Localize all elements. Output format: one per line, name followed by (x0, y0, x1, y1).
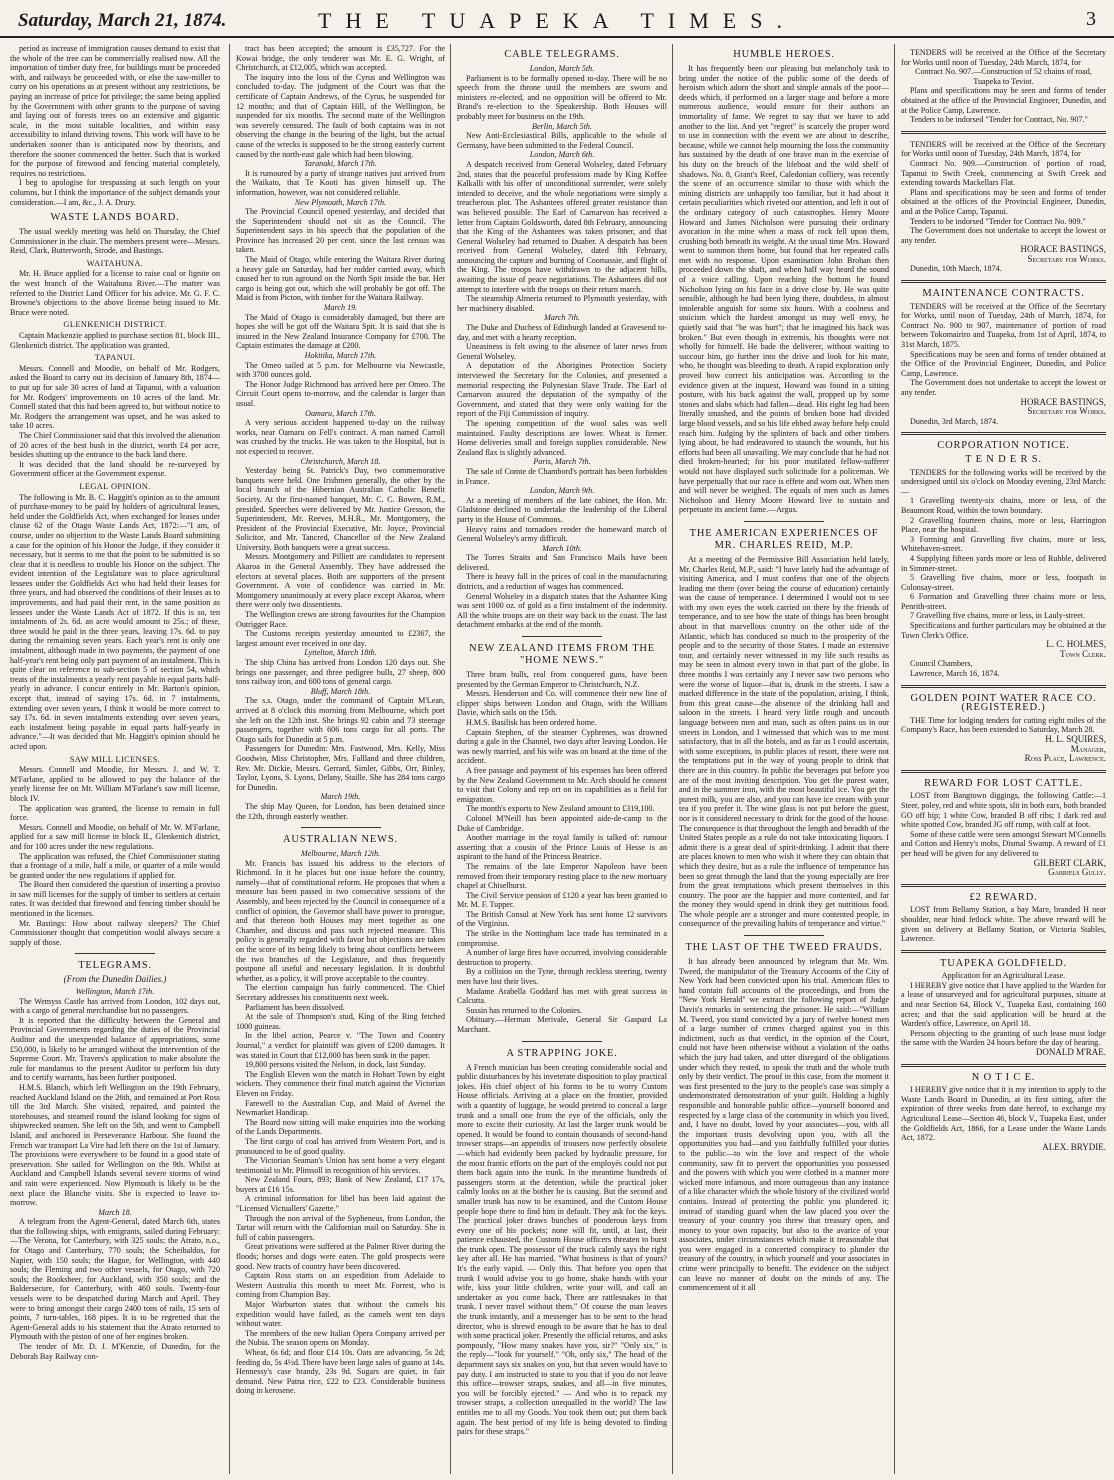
paragraph: The Wellington crews are strong favourites for the Champion Outrigger Race. (236, 610, 445, 629)
paragraph: Sussin has returned to the Colonies. (466, 1005, 582, 1015)
ad-heading: T E N D E R S. (965, 453, 1042, 465)
paragraph: The Board now sitting will make enquiries into the working of the Lands Departments. (236, 1117, 445, 1137)
ad-text: Specifications and further particulars may be obtained at the Town Clerk's Office. (901, 621, 1106, 640)
dateline: Taranaki, March 17th. (304, 159, 377, 169)
ad-text: TENDERS will be received at the Office of the Secretary for Works until noon of Tuesday, 24th March, 1874, for (901, 48, 1106, 67)
ad-text: TENDERS for the following works will be received by the undersigned until six o'clock on Monday evening, 23rd March:— (901, 467, 1106, 496)
ad-text: Plans and specifications may be seen and forms of tender obtained at the office of the Provincial Engineer, Dunedin, and at the Police Camp, Lawrence. (901, 86, 1106, 115)
ad-text: Contract No. 907.—Construction of 52 chains of road, Tuapeka to Teviot. (915, 67, 1092, 86)
dateline: March 10th. (542, 543, 582, 553)
paragraph: Messrs. Connell and Moodie, on behalf of Mr. W. M'Farlane, applied for a saw mill license in block II., Glenkenich district, and for 100 acres under the new regulations. (10, 822, 220, 851)
ad-signature: Secretary for Works. (1027, 406, 1106, 417)
divider (901, 770, 1106, 773)
paragraph: Passengers for Dunedin: Mrs. Fastwood, Mrs. Kelly, Miss Goodwin, Miss Christopher, Mrs. Fallland and three children, Rev. Mr. Dickie, Messrs. Gerrard, Simler, Gibbs, Orr, Binley, Taylor, Lyons, S. Lyons, Delany, Staille. She has 284 tons cargo for Dunedin. (236, 744, 445, 792)
dateline: Lyttelton, March 18th. (304, 648, 377, 658)
ad-text: Application for an Agricultural Lease. (941, 971, 1066, 981)
subheading-legal-opinion: LEGAL OPINION. (79, 481, 151, 491)
paragraph: The s.s. Otago, under the command of Captain M'Lean, arrived at 8 o'clock this morning from Melbourne, which port she left on the 12th inst. She brings 92 cabin and 73 steerage passengers, together with 606 tons cargo for all ports. The Otago sails for Dunedin at 5 p.m. (236, 696, 445, 744)
paragraph: New Zealand Fours, 893; Bank of New Zealand, £17 17s, buyers at £16 15s. (236, 1175, 445, 1194)
paragraph: The ship China has arrived from London 120 days out. She brings one passenger, and three pedigree bulls, 27 sheep, 800 tons railway iron, and 600 tons of general cargo. (236, 658, 445, 687)
paragraph: A very serious accident happened to-day on the railway works, near Oamaru on Fell's contract. A man named Carroll was crushed by the trucks. He was taken to the Hospital, but is not expected to recover. (236, 418, 445, 456)
heading-cable-telegrams: CABLE TELEGRAMS. (504, 49, 620, 60)
ad-signature: L. C. HOLMES, (1046, 639, 1106, 650)
divider (901, 432, 1106, 435)
paragraph: General Wolseley in a dispatch states that the Ashantee King was sent 1000 oz. of gold as a first instalment of the indemnity. All the white troops are on their way back to the coast. The last detachment embarks at the end of the month. (457, 591, 667, 630)
divider (744, 521, 824, 522)
ad-heading: £2 REWARD. (969, 891, 1038, 903)
dateline: Oamaru, March 17th. (305, 408, 376, 418)
paragraph: The first cargo of coal has arrived from Western Port, and is pronounced to be of good quality. (236, 1136, 445, 1156)
ad-signature: HORACE BASTINGS, (1020, 396, 1106, 407)
ad-heading: GOLDEN POINT WATER RACE CO. (REGISTERED.) (910, 692, 1097, 714)
paragraph: The Duke and Duchess of Edinburgh landed at Gravesend to-day, and met with a hearty reception. (457, 323, 667, 342)
newspaper-columns (0, 44, 1114, 1480)
paragraph: The tender of Mr. D. J. M'Kenzie, of Dunedin, for the Deborah Bay Railway con- (10, 1342, 220, 1361)
ad-signature: HORACE BASTINGS, (1020, 244, 1106, 255)
column-2 (229, 44, 445, 1474)
issue-date: Saturday, March 21, 1874. (18, 10, 227, 31)
paragraph: The Wemyss Castle has arrived from London, 102 days out, with a cargo of general merchandise but no passengers. (10, 996, 220, 1016)
paragraph: The following is Mr. B. C. Haggitt's opinion as to the amount of purchase-money to be paid by holders of agricultural leases, held under the Goldfields Act, when exchanged for leases under clause 62 of the Otago Waste Lands Act, 1872:—"I am, of course, under no objection to the Waste Lands Board submitting a case for the opinion of his Honor the Judge, if they consider it necessary, but it seems to me that the point to be submitted is so clear that it is needless to trouble his Honor on the subject. The evident intention of the Legislature was to place agricultural lessees under the Goldfields Act who had held their leases for three years, and had observed the conditions of their leases as to improvements, and had paid their rent, in the same position as lessees under the Waste Lands Act of 1872. If this is so, ten instalments of 2s. 6d. an acre would amount to 25s.; of these, three would be paid in the three years, leaving 17s. 6d. to pay during the remaining seven years. Each year's rent is only one instalment, although made in two payments, the payment of one half-year's rent being only part payment of an instalment. This is quite clear on reference to sub-section 5 of section 54, which treats of the instalments a yearly rent payable in equal parts half-yearly in advance. I concur entirely in Mr. Barton's opinion, except that, instead of saying 17s. 6d. in 7 instalments, extending over seven years, I think it would be more correct to say 17s. 6d. in seven instalments extending over seven years, each instalment being payable in equal parts half-yearly in advance."—It was decided that Mr. Haggitt's opinion should be acted upon. (10, 492, 220, 751)
paragraph: Three bram bulls, real from conquered guns, have been presented by the German Emperor to Christchurch, N.Z. (457, 670, 667, 689)
ad-text: The Government does not undertake to accept the lowest or any tender. (901, 378, 1106, 397)
subheading-tapanui: TAPANUI. (94, 353, 136, 363)
dateline: March 19. (323, 303, 358, 313)
divider (901, 950, 1106, 953)
dateline: London, March 6th. (529, 150, 595, 160)
subheading-waitahuna: WAITAHUNA. (86, 258, 144, 268)
heading-nz-items: NEW ZEALAND ITEMS FROM THE "HOME NEWS." (468, 643, 656, 667)
paragraph: A deputation of the Aborigines Protection Society interviewed the Secretary for the Colonies, and presented a memorial respecting the Polynesian Slave Trade. The Earl of Carnarvon assured the deputation of the sympathy of the Government, and stated that they were only waiting for the report of the Fiji Commission of inquiry. (457, 361, 667, 419)
paragraph: Parliament has been dissolved. (245, 1002, 345, 1012)
ad-text: Dunedin, 10th March, 1874. (910, 264, 1002, 274)
dateline: London, March 5th. (529, 64, 595, 73)
ad-text: Dunedin, 3rd March, 1874. (910, 416, 999, 426)
paragraph: The strike in the Nottingham lace trade has terminated in a compromise. (457, 929, 667, 948)
paragraph: Messrs. Montgomery and Pilliett are candidates to represent Akaroa in the General Assembly. They have addressed the electors at several places. Both are supporters of the present Government. A vote of confidence was carried in Mr. Montgomery unanimously at every place except Akaroa, where there were only two dissentients. (236, 552, 445, 610)
heading-waste-lands-board: WASTE LANDS BOARD. (50, 212, 180, 224)
paragraph: The usual weekly meeting was held on Thursday, the Chief Commissioner in the chair. The members present were—Messrs. Reid, Clark, Butterworth, Strode, and Bastings. (10, 227, 220, 256)
ad-heading: REWARD FOR LOST CATTLE. (924, 777, 1083, 789)
paragraph: Another marriage in the royal family is talked of: rumour asserting that a cousin of the Prince Louis of Hesse is an aspirant to the hand of the Princess Beatrice. (457, 833, 667, 862)
paragraph: The Omeo sailed at 5 p.m. for Melbourne via Newcastle, with 3700 ounces gold. (236, 360, 445, 380)
dateline: March 18. (98, 1207, 132, 1217)
divider (901, 1064, 1106, 1067)
ad-text: Council Chambers, (910, 659, 973, 669)
ad-text: Some of these cattle were seen amongst Stewart M'Connells and Cotton and Henry's mobs, Dismal Swamp. A reward of £1 per head will be given for any delivered to (901, 829, 1106, 858)
paragraph: The ship May Queen, for London, has been detained since the 12th, through easterly weather. (236, 801, 445, 821)
paragraph: A number of large fires have occurred, involving considerable destruction to property. (457, 948, 667, 967)
paragraph: Yesterday being St. Patrick's Day, two commemorative banquets were held. One Irishmen generally, the other by the local branch of the Hibernian Australian Catholic Benefit Society. At the first-named banquet, Mr. C. C. Bowen, R.M., presided. Speeches were delivered by Mr. Justice Gresson, the Superintendent, Mr. Reeves, M.H.R., Mr. Montgomery, the President of the Provincial Executive, Mr. Joyce, Provincial Solicitor, and Mr. Tancred, Chancellor of the New Zealand University. Both banquets were a great success. (236, 466, 445, 552)
dateline: Bluff, March 18th. (310, 686, 371, 696)
ad-text: Persons objecting to the granting of such lease must lodge the same with the Warden 24 hours before the day of hearing. (901, 1028, 1106, 1048)
paragraph: H.M.S. Blanch, which left Wellington on the 19th February, reached Auckland Island on the 26th, and remained at Port Ross till the 3rd March. She visited, repaired, and painted the storehouses, and steamed round the island looking for signs of shipwrecked seamen. She left on the 5th, and went to Campbell Island, and anchored in Perseverance Harbour. She found the French war transport La Vire had left there on the 1st of January. The provisions were everywhere to be found in a good state of preservation. She sailed for Wellington on the 9th. Whilst at Auckland and Campbell Islands several severe storms of wind and rain were experienced. Now Plymouth is likely to be the next place the Blanche visits. She is expected to leave to-morrow. (10, 1082, 220, 1208)
paragraph: The election campaign has fairly commenced. The Chief Secretary addresses his constituents next week. (236, 983, 445, 1002)
paragraph: Captain Stephen, of the steamer Cyphrenes, was drowned during a gale in the Channel, two days after leaving London. He was newly married, and his wife was on board at the time of the accident. (457, 727, 667, 766)
ad-heading: MAINTENANCE CONTRACTS. (922, 288, 1085, 300)
paragraph: Parliament is to be formally opened to-day. There will be no speech from the throne until the members are sworn and ministers re-elected, and no opposition will be offered to Mr. Brand's re-election to the Speakership. Both Houses will probably meet for business on the 19th. (457, 73, 667, 121)
paragraph: Mr. Bastings: How about railway sleepers? The Chief Commissioner thought that competition would always secure a supply of those. (10, 918, 220, 947)
paragraph: New Anti-Ecclesiastical Bills, applicable to the whole of Germany, have been submitted to the Federal Council. (457, 131, 667, 150)
dateline: New Plymouth, March 17th. (294, 197, 387, 207)
paragraph: The British Consul at New York has sent home 12 survivors of the Virginius. (457, 909, 667, 929)
paragraph: Major Warburton states that without the camels his expedition would have failed, as the camels went ten days without water. (236, 1300, 445, 1329)
paragraph: The opening competition of the wool sales was well maintained. Faulty descriptions are lower. Wheat is firmer. Home deliveries small and foreign supplies considerable. New Zealand flax is slightly advanced. (457, 418, 667, 457)
ad-signature: H. L. SQUIRES, (1045, 734, 1106, 744)
paragraph: Messrs. Connell and Moodie, on behalf of Mr. Rodgers, asked the Board to carry out its decision of January 8th, 1874—to put up for sale 30 acres of land at Tapanui, with a valuation for Mr. Rodgers' improvements on 10 acres of the land. Mr. Connell stated that this had been agreed to, but without notice to Mr. Rodgers the arrangement was upset, and he was asked to take 10 acres. (10, 363, 220, 431)
divider (301, 827, 381, 828)
paragraph: The application was granted, the license to remain in full force. (10, 803, 220, 823)
ad-signature: Town Clerk. (1060, 648, 1106, 659)
ad-signature: Secretary for Works. (1027, 253, 1106, 264)
page-number: 3 (1086, 8, 1096, 30)
ad-signature: Manager, (1070, 743, 1106, 754)
paragraph: Colonel M'Neill has been appointed aide-de-camp to the Duke of Cambridge. (457, 813, 667, 833)
ad-text: I HEREBY give notice that it is my intention to apply to the Waste Lands Board in Dunedin, at its first sitting, after the expiration of three weeks from date hereof, to exchange my Agricultural Lease—Section 46, block V., Tuapeka East, under the Goldfields Act, 1866, for a Lease under the Waste Lands Act, 1872. (901, 1085, 1106, 1143)
divider (901, 131, 1106, 134)
paragraph: The Provincial Council opened yesterday, and decided that the Superintendent should not sit as the Council. The Superintendent says in his speech that the population of the Province has increased 20 per cent. since the last census was taken. (236, 207, 445, 255)
paragraph: 19,800 persons visited the Nelson, in dock, last Sunday. (245, 1060, 426, 1070)
ad-text: Plans and specifications may be seen and forms of tender obtained at the offices of the Provincial Engineer, Dunedin, and at the Police Camp, Tapanui. (901, 187, 1106, 216)
paragraph: Captain Mackenzie applied to purchase section 81, block III., Glenkenich district. The application was granted. (10, 331, 220, 350)
ad-heading: TUAPEKA GOLDFIELD. (940, 957, 1067, 969)
paragraph: The Board then considered the question of inserting a proviso in saw mill licenses for the supply of timber to settlers at certain rates. It was decided that firewood and fencing timber should be mentioned in the licenses. (10, 880, 220, 919)
paragraph: At a meeting of the Permissive Bill Association held lately, Mr. Charles Reid, M.P., said: "I have lately had the advantage of visiting America, and I must confess that one of the objects leading me there (over being the course of education) certainly was the cause of temperance. I determined I would not to see with my own eyes the work carried on there by the friends of temperance, and to see how the state of things has been brought about in that marvellous country on the other side of the Atlantic, which has conduced so much to the prosperity of the people and to the security of those States. I made an extensive tour, and certainly never witnessed in my life such results as may be seen in almost every town in that part of the globe. In three months I was certainly any I never saw two persons who were the worse of liquor—that is, drunk in the streets. I saw a marked difference in the state of the population, arising, I think, from this great cause—the absence of the drinking hall and saloon in the streets. I heard very little rough and uncouth language between men and man, such as often pains us in our streets in London, and I witnessed that which was to me most satisfactory, that in all the hotels, and as far as I could ascertain, with some exceptions, in public places of resort, there were not the temptations put in the way of young people to drink that there are in this country. In public the beverages put before you are of the most inviting description. You get the purest water, and in the summer iron, with the most beautiful ice. You get the purest milk, you are also, and you can have ice cream with your tea if you prefer it. The wine glass is not put before the guest, nor is it considered necessary to drink for the good of the house. The consequence is that throughout the length and breadth of the United States people as a rule do not take intoxicating liquors. I admit there is a great deal of spirit-drinking. I admit that there are places known to men who wish it where they can obtain that which they desire, but as a rule the influence of temperance has been so great through the land that the young especially are free from the great temptations which present themselves in this country. The poor are the happier and more contented, and far the money they would spend in drink they get nutritious food. The whole people are a stronger and more contented people, in consequence of the prevailing habits of temperance and virtue." (679, 554, 889, 929)
paragraph: A free passage and payment of his expenses has been offered by the New Zealand Government to Mr. Arch should he consent to visit that Colony and rep ort on its capabilities as a field for emigration. (457, 765, 667, 804)
dateline: March 19th. (320, 792, 361, 802)
paragraph: The application was refused, the Chief Commissioner stating that a frontage of a mile, half a mile, or quarter of a mile would be granted under the new regulations if applied for. (10, 851, 220, 880)
column-3 (450, 44, 667, 1474)
paragraph: Great privations were suffered at the Palmer River during the floods; horses and dogs were eaten. The gold prospects were good. New tracts of country have been discovered. (236, 1242, 445, 1271)
paragraph: Messrs. Henderson and Co. will commence their new line of clipper ships between London and Otago, with the William Davie, which sails on the 15th. (457, 689, 667, 718)
paragraph: I beg to apologise for trespassing at such length on your columns, but I think the importance of the subject demands your consideration.—I am, &c., J. A. Drury. (10, 178, 220, 207)
paragraph: The English Eleven won the match in Hobart Town by eight wickets. They commence their final match against the Victorian Eleven on Friday. (236, 1069, 445, 1098)
dateline: Hokitika, March 17th. (304, 351, 377, 360)
heading-humble-heroes: HUMBLE HEROES. (733, 49, 835, 60)
paragraph: The members of the new Italian Opera Company arrived per the Nubia. The season opens on Monday. (236, 1328, 445, 1348)
ad-text: Lawrence, March 16, 1874. (910, 669, 1000, 679)
ad-text: TENDERS will be received at the Office of the Secretary for Works until noon of Tuesday, 24th March, 1874, for (901, 139, 1106, 159)
telegrams-source: (From the Dunedin Dailies.) (63, 974, 167, 985)
subheading-glenkenich: GLENKENICH DISTRICT. (63, 320, 167, 330)
divider (901, 685, 1106, 688)
paragraph: Mr. Francis has issued his address to the electors of Richmond. In it he places but one issue before the country, namely—that of constitutional reform. He proposes that when a measure has been passed in two consecutive sessions of the Assembly, and been rejected by the Council in consequence of a conflict of opinion, the Governor shall have power to prorogue, and that thereon both Houses may meet together as one Chamber, and discuss and pass such rejected measure. This policy is generally regarded with favor but objections are taken on the score of its being likely to bring about conflicts between the two branches of the Legislature, and thus frequently postpone all useful and necessary legislation. It is doubtful whether, as a policy, it will prove acceptable to the country. (236, 858, 445, 983)
dateline: London, March 9th. (529, 486, 595, 496)
paragraph: Captain Ross starts on an expedition from Adelaide to Western Australia this month to meet Mr. Forrest, who is coming from Champion Bay. (236, 1271, 445, 1300)
divider (522, 1041, 602, 1042)
paragraph: The Civil Service pension of £120 a year has been granted to Mr. M. F. Tupper. (457, 890, 667, 910)
paragraph: The sale of Comte de Chambord's portrait has been forbidden in France. (457, 466, 667, 486)
paragraph: The Torres Straits and San Francisco Mails have been delivered. (457, 553, 667, 572)
paragraph: Through the non arrival of the Sypheneus, from London, the Tartar will return with the Californian mail on Saturday. She is full of cabin passengers. (236, 1213, 445, 1242)
paragraph: A telegram from the Agent-General, dated March 6th, states that the following ships, with emigrants, sailed during February:—The Verona, for Canterbury, with 325 souls; the Atrato, n.o., for Otago and Canterbury, 770 souls; the Scheibaldos, for Napier, with 150 souls; the Hague, for Wellington, with 440 souls; the Fleming and two other vessels, for Otago, with 720 souls; the Rooksbeer, for Auckland, with 350 souls; and the Baldersecure, for Canterbury, with 460 souls. Twenty-four vessels were to be despatched during March and April. They were to bring amongst their cargo 2400 tons of rails, 15 sets of points, 7 turn-tables, 168 pipes. It is to be regretted that the Agent-General adds to his statement that the Atrato returned to Plymouth with the piston of one of her engines broken. (10, 1217, 220, 1342)
paragraph: A French musician has been creating considerable social and public disturbances by his inveterate disposition to play practical jokes. His chief object of his forms to be to worry Custom House officials. Arriving at a place on the frontier, provided with a quantity of luggage, he would pretend to conceal a large trunk and a small one from the eye of the officials, only the more to excite their curiosity. At last the larger trunk would be opened. It would be found to contain thousands of second-hand trowser straps—an appendix of trousers now perfectly obsolete—which had evidently been packed by hydraulic pressure, for the most frantic efforts on the part of the employés could not put them back again into the trunk. In the meantime hundreds of passengers storm at the detention, while the practical joker calmly looks on at the bother he is causing. But the second and smaller trunk has now to be examined, and the Custom House people hope there to find him in default. They ask for the keys. The practical joker draws bunches of ponderous keys from every one of his pockets; none will fit, until, at last, their patience exhausted, the Custom House officers threaten to burst the trunk open. The possessor of the truck calmly says the right key after all. He has married. "What business is that of yours? It's the early vapid. — Only this. That before you open that trunk I would advise you to go home, shake hands with your wife, kiss your little children, write your will, and call an undertaker as you come back, There are rattlesnakes in that trunk. I never travel without them." Of course the man leaves the trunk instantly, and a messenger has to be sent to the head director, who is shrewd enough to be aware that he has to deal with some practical joker. Presently the official returns, and asks pompously, "How many snakes have you, sir?" "Only six," is the reply—"look for yourself." "Oh, only six," The head of the department says six snakes on you, but that seven would have to pay duty. I am instructed to state to you that if you do not leave this office—trowser straps, snakes, and all—in five minutes, you will be forcibly ejected." — And who is to repack my trowser straps, a collection unequalled in the world? The law entitles me to all my Goods. You took them out; put them back again. The best period of my life is being devoted to finding pairs for these straps." (457, 1062, 667, 1437)
paragraph: Madame Arabella Goddard has met with great success in Calcutta. (457, 986, 667, 1006)
column-1 (10, 44, 220, 1474)
paragraph: Farewell to the Australian Cup, and Maid of Avenel the Newmarket Handicap. (236, 1098, 445, 1118)
ad-signature: DONALD M'RAE. (1035, 1047, 1106, 1058)
paragraph: It has frequently been our pleasing but melancholy task to bring under the notice of the public some of the deeds of heroism which adorn the short and simple annals of the poor—deeds which, if performed on a larger stage and before a more numerous audience, would ensure for their authors an immortality of fame. We regret to say that we have to add another to the list. And yet "regret" is scarcely the proper word to use in connection with the event we are about to describe, because, while we cannot help mourning the loss the community has sustained by the death of one brave man in the exercise of his duty on the breach of the lifeboat and the wild shelf of shadows. No. 8, Grant's Reef, Caledonian colliery, was recently the scene of an occurrence similar to those with which the mining districts are unhappily too familiar, but it had about it certain peculiarities which riveted our attention, and left it out of the ordinary category of such catastrophes. Henry Moore Howard and James Nicholson were pursuing their ordinary avocation in the mine when a mass of rock fell upon them, crushing both beneath its weight. At the usual time Mrs. Howard went to summon them home, but found that her repeated calls met with no response. Upon examination John Brohan then proceeded down the shaft, and when half way heard the sound of a voice calling. Upon reaching the bottom he found Nicholson lying on his face in a drive close by. He was quite sensible, although he had been lying there, doubtless, in almost intolerable anguish for some six hours. With a coolness and stoicism which the hardest amongst us may well envy, he quietly said that "he was hurt"; that he imagined his back was broken." But even though in extremis, his thoughts were not wholly for himself. He bade the deliverer, without waiting to succour him, go further into the drive and look for his mate, who, he thought was bleeding to death. A rapid exploration only proved how correct his anticipation was. According to the evidence given at the inquest, Howard was found in a sitting posture, with his back against the wall, propped up by some stones and slabs which had fallen—dead. His right leg had been literally smashed, and the points of broken bone had divided large blood vessels, and so his life ebbed away before help could reach him. Judging by the splinters of back and other timbers lying about, he had endeavored to staunch the wounds, but his efforts had been all unavailing. We may conclude that he had not died broken-hearted; for his poor mutilated fellow-sufferer would not have displayed such solicitude for a policeman. We have perpetually that our race is effete and worn out. When men and will never be weighed. The equals of men such as James Nicholson and Henry Moore Howard live to sustain and perpetuate its ancient fame.—Argus. (679, 64, 889, 515)
heading-tweed-frauds: THE LAST OF THE TWEED FRAUDS. (685, 942, 883, 954)
paragraph: In the libel action, Pearce v. "The Town and Country Journal," a verdict for plaintiff was given of £200 damages. It was stated in Court that £12,000 has been sunk in the paper. (236, 1031, 445, 1060)
dateline: Melbourne, March 12th. (300, 849, 381, 859)
dateline: March 7th. (544, 313, 580, 323)
paragraph: The inquiry into the loss of the Cyrus and Wellington was concluded to-day. The judgment of the Court was that the certificate of Captain Andrews, of the Cyrus, be suspended for 12 months; and that of Captain Hill, of the Wellington, be suspended for six months. The second mate of the Wellington was severely censured. The fault of both captains was in not observing the change in the bearing of the light, but the actual cause of the wrecks is supposed to be the strong easterly current caused by the north-east gale which had been blowing. (236, 72, 445, 159)
paragraph: Uneasiness is felt owing to the absence of later news from General Wolseley. (457, 342, 667, 361)
ad-text: TENDERS will be received at the Office of the Secretary for Works, until noon of Tuesday, 24th of March, 1874, for Contract No. 900 to 907, maintenance of portion of road between Tokomairiro and Tuapeka, from 1st of April, 1874, to 31st March, 1875. (901, 301, 1106, 350)
paragraph: The month's exports to New Zealand amount to £319,100. (466, 804, 655, 814)
paragraph: Obituary.—Herman Merivale, General Sir Gaspard La Marchant. (457, 1015, 667, 1034)
divider (744, 935, 824, 936)
subheading-saw-mill: SAW MILL LICENSES. (69, 754, 161, 764)
paragraph: It was decided that the land should be re-surveyed by Government officer at the Government expense. (10, 459, 220, 479)
ad-text: I HEREBY give notice that I have applied to the Warden for a lease of unsurveyed and for agricultural purposes, situate at and near Section 64, Block V., Tuapeka East, containing 160 acres; and that the said application will be heard at the Warden's office, Lawrence, on April 18. (901, 980, 1106, 1029)
list-item: 1 Gravelling twenty-six chains, more or less, of the Beaumont Road, within the town boundary. (901, 496, 1106, 515)
ad-text: The Government does not undertake to accept the lowest or any tender. (901, 226, 1106, 245)
list-item: 5 Gravelling five chains, more or less, footpath in Colonsay-street. (901, 573, 1106, 592)
divider (901, 280, 1106, 283)
ad-signature: Gabriels Gully. (1048, 867, 1106, 878)
list-item: 6 Formation and Gravelling three chains more or less, Penrith-street. (901, 592, 1106, 611)
ad-heading: CORPORATION NOTICE. (937, 440, 1070, 452)
paragraph: The Maid of Otago is considerably damaged, but there are hopes she will be got off the Waitara Spit. It is said that she is insured in the New Zealand Insurance Company for £700. The Captain estimates the damage at £200. (236, 312, 445, 351)
paragraph: The Victorian Seaman's Union has sent home a very elegant testimonial to Mr. Plimsoll in recognition of his services. (236, 1156, 445, 1175)
heading-australian-news: AUSTRALIAN NEWS. (283, 834, 398, 846)
heading-telegrams: TELEGRAMS. (78, 960, 152, 972)
paragraph: The Honor Judge Richmond has arrived here per Omeo. The Circuit Court opens to-morrow, and the calendar is larger than usual. (236, 379, 445, 408)
divider (75, 953, 155, 954)
paragraph: The steamship Almeria returned to Plymouth yesterday, with her machinery disabled. (457, 294, 667, 313)
paragraph: A criminal information for libel has been laid against the "Licensed Victuallers' Gazette." (236, 1194, 445, 1214)
dateline: Berlin, March 5th. (532, 121, 592, 131)
paragraph: It is rumoured by a party of strange natives just arrived from the Waikato, that Te Kooti has given himself up. The information, however, was not considered reliable. (236, 168, 445, 197)
paragraph: There is heavy fall in the prices of coal in the manufacturing districts, and a reduction of wages has commenced. (457, 572, 667, 592)
paragraph: The remains of the late Emperor Napoleon have been removed from their temporary resting place to the new mortuary chapel at Chiselhurst. (457, 861, 667, 891)
heading-american-experiences: THE AMERICAN EXPERIENCES OF MR. CHARLES REID, M.P. (689, 527, 879, 551)
ad-text: Tenders to be indorsed "Tender for Contract No. 909." (910, 216, 1086, 226)
column-4 (672, 44, 889, 1474)
ad-heading: N O T I C E. (971, 1071, 1036, 1083)
list-item: 3 Forming and Gravelling five chains, more or less, Whitehaven-street. (901, 534, 1106, 554)
ad-signature: Ross Place, Lawrence. (1024, 753, 1106, 764)
ad-text: Tenders to be indorsed "Tender for Contract, No. 907." (910, 115, 1088, 125)
ad-text: THE Time for lodging tenders for cutting eight miles of the Company's Race, has been extended to Saturday, March 28. (901, 715, 1106, 735)
list-item: 7 Gravelling five chains, more or less, in Lauly-street. (910, 611, 1086, 621)
ad-text: Specifications may be seen and forms of tender obtained at the Office of the Provincial Engineer, Dunedin, and Police Camp, Lawrence. (901, 349, 1106, 378)
paragraph: It has already been announced by telegram that Mr. Wm. Tweed, the manipulator of the Treasury Accounts of the City of New York had been convicted upon his trial. American files to hand contain full accounts of the proceedings, and from the "New York Herald" we extract the following report of Judge Davis's remarks in sentencing the prisoner. He said:—"William M. Tweed, you stand convicted by a jury of twelve honest men of a large number of crimes charged against you in this indictment, such as that verdict, in the opinion of the Court, could not have been otherwise without a violation of the oaths which the jury had taken, and utter disregard of the obligations under which they rested, to speak the truth and the whole truth only by their verdict. The proof in this case, from the moment it was first presented to the jury to the people's case was simply a undemonstrated demonstration of your guilt. Holding a highly responsible and honorable public office—yourself honored and respected by a large class of the community in which you lived, and, I have no doubt, loved by your associates—you, with all the important trusts devolving upon you, with all the opportunities you had—and you faithfully fulfilled your duties to the public—to win the love and respect of the whole community, saw fit to pervert the opportunities you possessed and the powers with which you were clothed in a manner more wicked more infamous, and more outrageous than any instance of a like character which the whole history of the civilized world contains. Instead of protecting the public you plundered it; instead of standing guard when the law placed you over the treasury of your country you threw that treasury open, and money to your own rapacity, but also to the avarice of your associates, under circumstances which make it treasonable that you were engaged in a concerted conspiracy to plunder the treasury of the country, in which yourself and your associates in crime were principally to benefit. The evidence on the subject can leave no manner of doubt on the minds of any. The commencement of it all (679, 957, 889, 1293)
dateline: Wellington, March 17th. (75, 987, 155, 997)
paragraph: tract has been accepted; the amount is £35,727. For the Kowai bridge, the only tenderer was Mr. E. G. Wright, of Christchurch, at £12,005, which was accepted. (236, 44, 445, 73)
paragraph: Heavy rains and tornadoes render the homeward march of General Wolseley's army difficult. (457, 524, 667, 544)
newspaper-title: THE TUAPEKA TIMES. (318, 8, 796, 33)
list-item: 2 Gravelling fourteen chains, more or less, Harrington Place, near the hospital. (901, 515, 1106, 535)
divider (522, 636, 602, 637)
ad-signature: ALEX. BRYDIE. (1042, 1141, 1106, 1152)
paragraph: It is reported that the difficulty between the General and Provincial Governments regarding the duties of the Provincial Auditor and the unexpended balance of appropriations, some £50,000, is likely to be arranged without the intervention of the Supreme Court. Mr. Travers's application to make absolute the rule for mandamus to the present Auditor to perform his duty and to certify warrants, has been further postponed. (10, 1015, 220, 1083)
paragraph: H.M.S. Basilisk has been ordered home. (466, 718, 597, 727)
dateline: Paris, March 7th. (533, 457, 591, 467)
ad-signature: GILBERT CLARK, (1033, 857, 1106, 868)
paragraph: The Chief Commissioner said that this involved the alienation of 20 acres of the best bush in the district, worth £4 per acre, besides shutting up the entrance to the back land there. (10, 430, 220, 460)
ad-text: LOST from Bellamy Station, a bay Mare, branded H near shoulder, near hind fetlock white. The above reward will be given on delivery at Bellamy Station, or Victoria Stables, Lawrence. (901, 905, 1106, 944)
paragraph: At a meeting of members of the late cabinet, the Hon. Mr. Gladstone declined to undertake the leadership of the Liberal party in the House of Commons. (457, 495, 667, 524)
paragraph: period as increase of immigration causes demand to exist that the whole of the tree can be commercially realised now. All the importation of timber duty free, for buildings must be proceeded with, and railways be proceeded with, or else the saw-miller to carry on his operations as at present without any restrictions, be paying an increase of price for privilege; the same being applied by the Government with other grants to the purpose of saving and laying out of forests trees on an extensive and gigantic scale, in the most suitable localities, and within easy accessibility to inland thriving towns. This work will have to be undertaken sooner than is anticipated now by theorists, and therefore the sooner commenced the better. Such that is worked for the purpose of firewood and fencing material completely, requires no restrictions. (10, 44, 220, 178)
paragraph: Wheat, 6s 6d; and flour £14 10s. Oats are advancing, 5s 2d; feeding do, 5s 4½d. There have been large sales of guano at 14s. Hennessy's case brandy, 23s 9d. Sugars are quiet, in fair demand. New Patna rice, £22 to £23. Considerable business doing in kerosene. (236, 1347, 445, 1396)
paragraph: A despatch received from General Wolseley, dated February 2nd, states that the peaceful professions made by King Koffee Kalkalli with his offer of unconditional surrender, were solely intended to deceive, and the whole negotiations were simply a treacherous plot. The Ashantees offered greater resistance than was believed possible. The Earl of Carnarvon has received a letter from Captain Goldsworth, dated 8th February, announcing that the King of the Ashantees was taken prisoner, and that General Wolseley had returned to Duaber. A despatch has been received from General Wolseley, dated 8th February, announcing the capture and burning of Coomassie, and flight of the King. The troops have withdrawn to the adjacent hills, awaiting the issue of peace negotiations. The Ashantees did not attempt to interfere with the troops on their return march. (457, 159, 667, 294)
heading-strapping-joke: A STRAPPING JOKE. (506, 1047, 618, 1059)
dateline: Christchurch, March 18. (300, 456, 381, 466)
column-5 (894, 44, 1106, 1474)
masthead (0, 0, 1114, 38)
paragraph: Messrs. Connell and Moodie, for Messrs. J. and W. T. M'Farlane, applied to be allowed to pay the balance of the yearly license fee on Mr. William M'Farlane's saw mill license, block IV. (10, 765, 220, 803)
ad-text: Contract No. 909.—Construction of portion of road, Tapanui to Swift Creek, commencing at Swift Creek and extending towards Mackellars Flat. (901, 158, 1106, 188)
list-item: 4 Supplying fifteen yards more or less of Rubble, delivered in Simmer-street. (901, 553, 1106, 573)
paragraph: By a collision on the Tyne, through reckless steering, twenty men have lost their lives. (457, 967, 667, 987)
ad-text: LOST from Bangtown diggings, the following Cattle:—1 Steer, poley, red and white spots, slit in both ears, both branded GO off hip; 1 white Cow, branded B off ribs; 1 dark red and white spotted Cow, branded JG off rump, with calf at foot. (901, 791, 1106, 830)
divider (901, 884, 1106, 887)
paragraph: The Customs receipts yesterday amounted to £2367, the largest amount ever received in one day. (236, 629, 445, 648)
paragraph: Mr. H. Bruce applied for a license to raise coal or lignite on the west branch of the Waitahuna River.—The matter was referred to the District Land Officer for his advice. Mr. G. F. C. Browne's objections to the above license being issued to Mr. Bruce were noted. (10, 269, 220, 317)
paragraph: The Maid of Otago, while entering the Waitara River during a heavy gale on Saturday, had her rudder carried away, which caused her to run aground on the North Spit inside the bar. Her cargo is being got out, which she will probably be got off. The Maid is from Picton, with timber for the Waitara Railway. (236, 255, 445, 303)
paragraph: At the sale of Thompson's stud, King of the Ring fetched 1000 guineas. (236, 1012, 445, 1031)
